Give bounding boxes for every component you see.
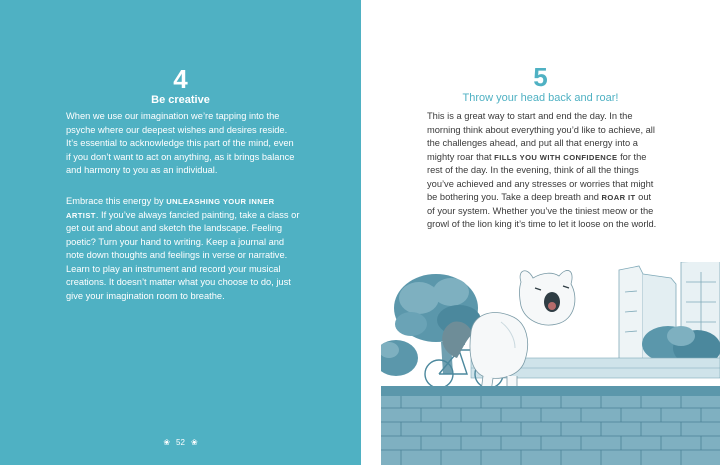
paragraph-text: . If you’ve always fancied painting, take a class or get out and about and sketch the landscape. Feeling poetic? Turn your hand to writing. Keep a journal and note down thoughts and feelings in verse or narrative. Learn to play an instrument and record your musical creations. It doesn’t matter what you choose to do, just give your imagination room to breathe. xyxy=(66,209,300,301)
section-number: 4 xyxy=(173,64,188,94)
paragraph: When we use our imagination we’re tapping into the psyche where our deepest wishes and desires reside. It’s essential to acknowledge this part of the mind, even if you don’t want to act on anything, as it brings balance and harmony to you as an individual. xyxy=(66,111,295,175)
paragraph-text: Embrace this energy by xyxy=(66,196,167,206)
section-title: Throw your head back and roar! xyxy=(462,92,619,104)
emphasis-text: ROAR IT xyxy=(601,193,636,202)
paragraph-text: for the rest of the day. In the evening, think of all the things you’ve achieved and any stresses or worries that might be bothering you. Take a deep breath and xyxy=(427,151,654,202)
flower-ornament-icon: ❀ xyxy=(190,438,198,447)
brick-wall xyxy=(381,386,720,465)
roaring-cat-illustration xyxy=(381,262,720,465)
section-title: Be creative xyxy=(151,94,210,106)
section-number: 5 xyxy=(533,62,548,92)
emphasis-text: UNLEASHING YOUR INNER ARTIST xyxy=(66,197,275,220)
flower-ornament-icon: ❀ xyxy=(163,438,171,447)
page-number-text: 52 xyxy=(176,438,185,447)
paragraph-text: out of your system. Whether you’ve the tiniest meow or the growl of the lion king it’s time to let it loose on the world. xyxy=(427,192,657,229)
emphasis-text: FILLS YOU WITH CONFIDENCE xyxy=(494,152,618,162)
page-number xyxy=(0,438,361,447)
paragraph-text: This is a great way to start and end the day. In the morning think about everything you’d like to achieve, all the challenges ahead, and put all that energy into a mighty roar that xyxy=(427,111,655,162)
paragraph xyxy=(427,110,659,232)
paragraph xyxy=(66,195,300,303)
right-page xyxy=(361,0,720,465)
